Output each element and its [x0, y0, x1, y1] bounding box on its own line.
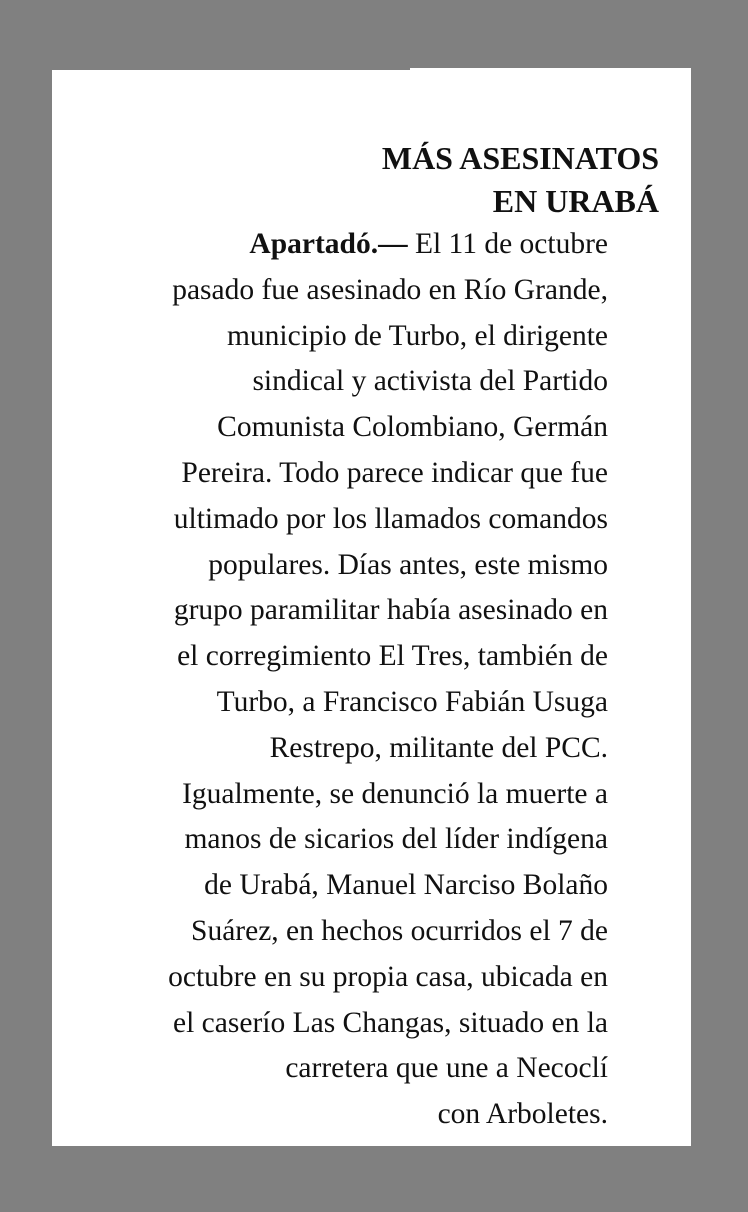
source-tab — [52, 30, 410, 70]
body-line: sindical y activista del Partido — [252, 365, 608, 398]
body-line-text: El 11 de octubre — [407, 228, 608, 260]
body-line: populares. Días antes, este mismo — [208, 548, 608, 581]
body-line: de Urabá, Manuel Narciso Bolaño — [204, 869, 608, 902]
body-line: con Arboletes. — [437, 1098, 608, 1131]
body-line: Comunista Colombiano, Germán — [217, 411, 608, 444]
body-line: Suárez, en hechos ocurridos el 7 de — [191, 914, 608, 947]
article-headline — [382, 137, 659, 223]
body-line: ultimado por los llamados comandos — [173, 502, 608, 535]
body-line: el caserío Las Changas, situado en la — [173, 1006, 608, 1039]
body-line: municipio de Turbo, el dirigente — [226, 319, 608, 352]
body-line: Igualmente, se denunció la muerte a — [182, 777, 608, 810]
dateline: Apartadó.— — [249, 228, 408, 260]
body-line: grupo paramilitar había asesinado en — [173, 594, 608, 627]
body-line: Pereira. Todo parece indicar que fue — [181, 456, 608, 489]
body-line: pasado fue asesinado en Río Grande, — [172, 273, 608, 306]
body-line: carretera que une a Necoclí — [285, 1052, 608, 1085]
headline-line: EN URABÁ — [492, 183, 659, 219]
body-line: octubre en su propia casa, ubicada en — [168, 960, 608, 993]
body-line: Restrepo, militante del PCC. — [269, 731, 608, 764]
headline-line: MÁS ASESINATOS — [381, 140, 659, 176]
body-line: Turbo, a Francisco Fabián Usuga — [216, 685, 608, 718]
body-line: manos de sicarios del líder indígena — [184, 823, 608, 856]
article-body — [92, 222, 608, 1138]
body-line — [92, 222, 608, 268]
body-line: el corregimiento El Tres, también de — [177, 640, 608, 673]
